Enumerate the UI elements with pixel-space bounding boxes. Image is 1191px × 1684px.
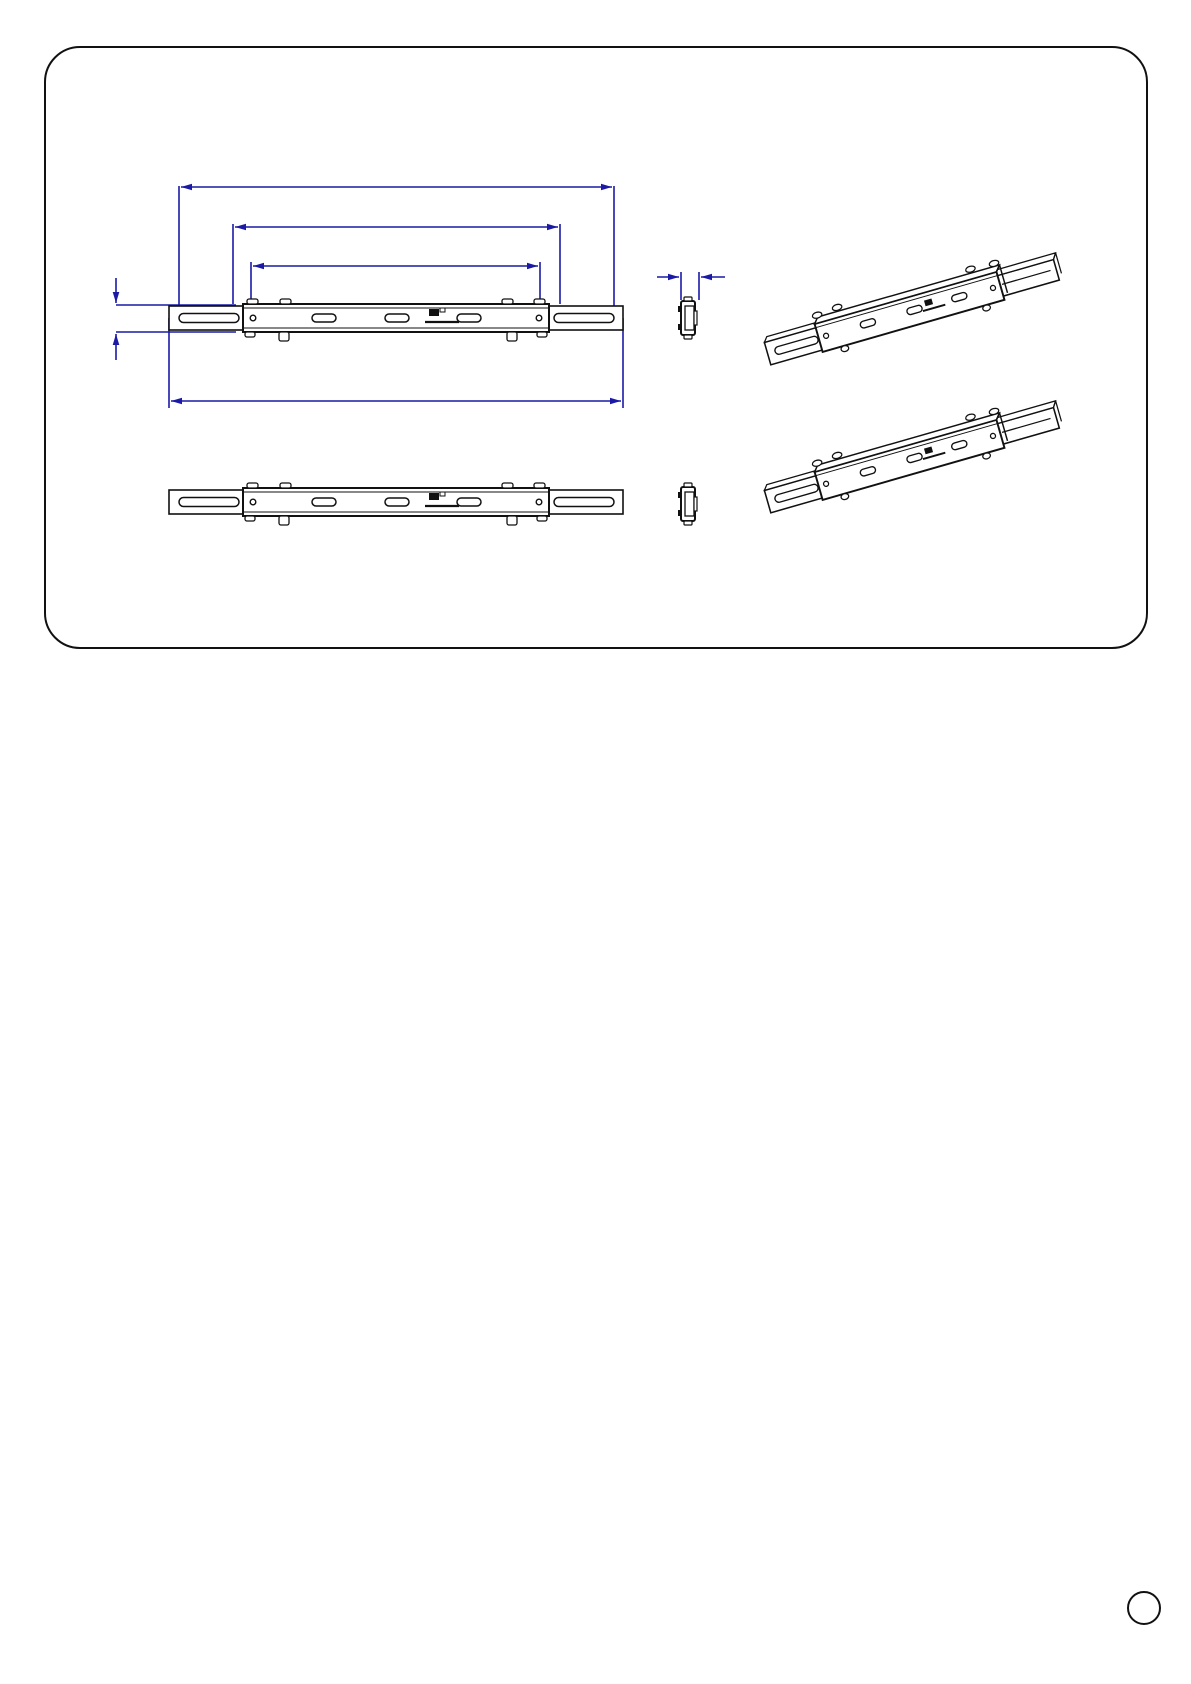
page-number-circle bbox=[1127, 1591, 1161, 1625]
isometric-view-bottom bbox=[760, 391, 1066, 521]
dimension-lines bbox=[116, 186, 725, 408]
side-view-dimensioned bbox=[678, 297, 697, 339]
front-view-dimensioned bbox=[169, 299, 623, 341]
front-view bbox=[169, 483, 623, 525]
side-view bbox=[678, 483, 697, 525]
isometric-view-top bbox=[760, 243, 1066, 373]
